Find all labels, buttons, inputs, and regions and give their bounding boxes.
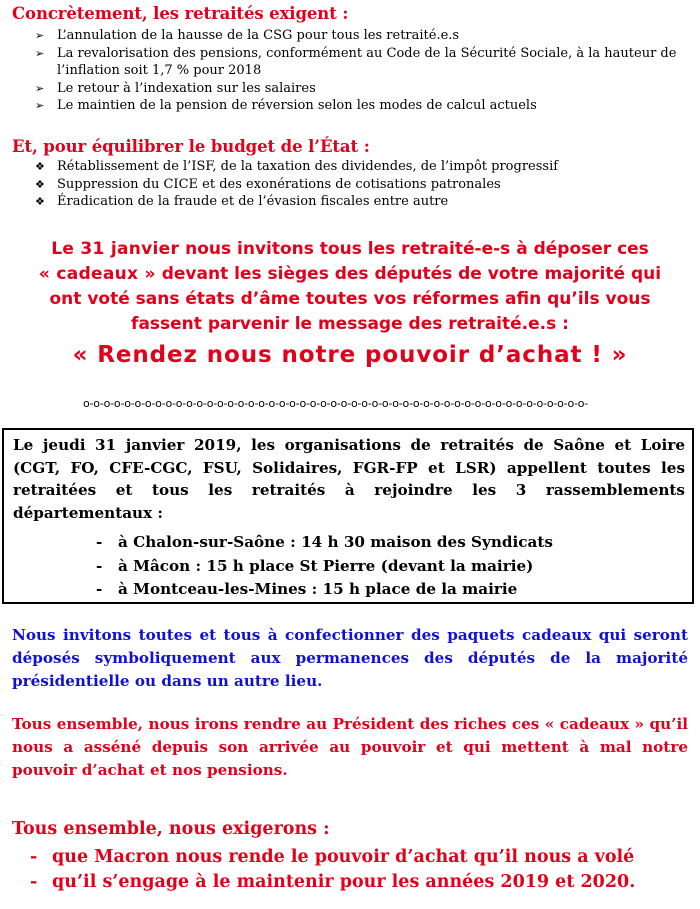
arrow-bullet-icon: ➢ [35, 81, 45, 95]
announcement-box [2, 428, 694, 604]
section1-list [35, 27, 676, 115]
final-demands [30, 845, 635, 895]
together-paragraph: Tous ensemble, nous irons rendre au Président des riches ces « cadeaux » qu’il nous a asséné depuis son arrivée au pouvoir et qui mettent à mal notre pouvoir d’achat et nos pensions. [12, 715, 688, 779]
list-item: ➢ Le retour à l’indexation sur les salaires [35, 80, 316, 96]
demand-item: - qu’il s’engage à le maintenir pour les années 2019 et 2020. [30, 872, 636, 892]
separator: o-o-o-o-o-o-o-o-o-o-o-o-o-o-o-o-o-o-o-o-o-o-o-o-o-o-o-o-o-o-o-o-o-o-o-o-o-o-o-o-o-o-o-o-o-o-o-o-o- [83, 397, 588, 410]
diamond-bullet-icon: ❖ [35, 195, 45, 208]
list-item: ➢ Le maintien de la pension de réversion selon les modes de calcul actuels [35, 98, 537, 113]
list-item: ❖ Suppression du CICE et des exonérations de cotisations patronales [35, 176, 501, 192]
list-item: ➢ La revalorisation des pensions, conformément au Code de la Sécurité Sociale, à la hauteur de [35, 45, 677, 61]
final-heading: Tous ensemble, nous exigerons : [12, 819, 330, 839]
section1-heading: Concrètement, les retraités exigent : [12, 4, 349, 23]
call-line-2: « cadeaux » devant les sièges des députés de votre majorité qui [38, 264, 662, 284]
diamond-bullet-icon: ❖ [35, 177, 45, 191]
rally-locations [96, 531, 553, 602]
announcement-text: Le jeudi 31 janvier 2019, les organisations de retraités de Saône et Loire (CGT, FO, CFE-CGC, FSU, Solidaires, FGR-FP et LSR) appellent toutes les retraitées et tous les retraités à rejoindre les 3 rassemblements départementaux : [13, 436, 685, 522]
list-item: ➢ L’annulation de la hausse de la CSG pour tous les retraité.e.s [35, 28, 460, 43]
location-item: - à Mâcon : 15 h place St Pierre (devant la mairie) [96, 556, 534, 575]
location-item: - à Montceau-les-Mines : 15 h place de la mairie [96, 580, 518, 598]
arrow-bullet-icon: ➢ [35, 46, 45, 60]
list-item: ❖ Rétablissement de l’ISF, de la taxation des dividendes, de l’impôt progressif [35, 159, 559, 174]
diamond-bullet-icon: ❖ [35, 160, 45, 173]
section2-list [35, 158, 558, 211]
call-line-1: Le 31 janvier nous invitons tous les retraité-e-s à déposer ces [51, 239, 649, 259]
arrow-bullet-icon: ➢ [35, 99, 45, 112]
call-line-4: fassent parvenir le message des retraité.e.s : [131, 314, 569, 334]
call-line-3: ont voté sans états d’âme toutes vos réformes afin qu’ils vous [49, 289, 651, 309]
slogan: « Rendez nous notre pouvoir d’achat ! » [72, 342, 628, 368]
invitation-paragraph: Nous invitons toutes et tous à confectionner des paquets cadeaux qui seront déposés symboliquement aux permanences des députés de la majorité présidentielle ou dans un autre lieu. [12, 626, 688, 690]
arrow-bullet-icon: ➢ [35, 29, 45, 42]
location-item: - à Chalon-sur-Saône : 14 h 30 maison des Syndicats [96, 533, 553, 551]
section2-heading: Et, pour équilibrer le budget de l’État : [12, 137, 370, 156]
list-item: ❖ Éradication de la fraude et de l’évasion fiscales entre autre [35, 194, 449, 209]
list-item-continuation: l’inflation soit 1,7 % pour 2018 [57, 63, 262, 78]
demand-item: - que Macron nous rende le pouvoir d’achat qu’il nous a volé [30, 847, 635, 867]
